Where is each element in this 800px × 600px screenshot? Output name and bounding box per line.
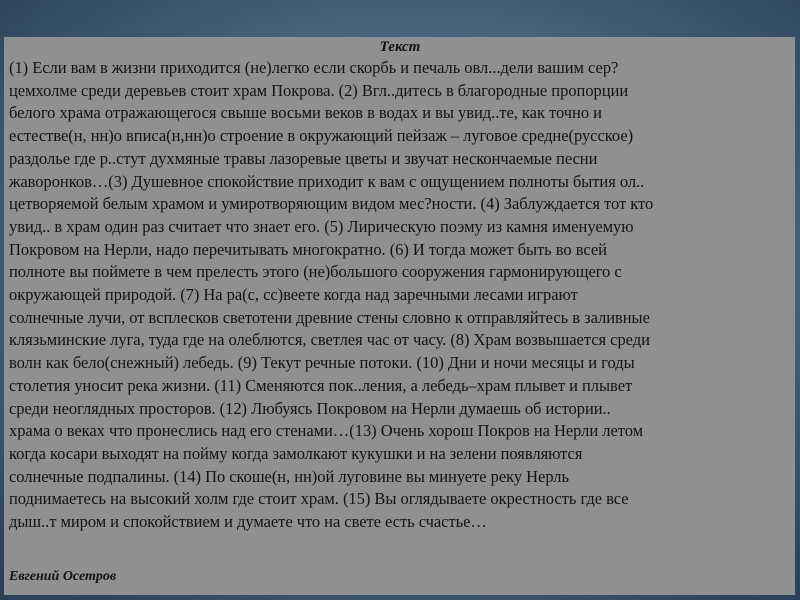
slide-title: Текст [379,39,421,55]
text-line: солнечные подпалины. (14) По скоше(н, нн)ой луговине вы минуете реку Нерль [9,466,569,486]
text-line: храма о веках что пронеслись над его стенами…(13) Очень хорош Покров на Нерли летом [9,421,644,441]
author-name: Евгений Осетров [9,569,117,584]
text-line: солнечные лучи, от всплесков светотени древние стены словно к отправляйтесь в заливные [9,307,650,327]
text-line: раздолье где р..стут духмяные травы лазоревые цветы и звучат нескончаемые песни [9,148,598,168]
text-line: когда косари выходят на пойму когда замолкают кукушки и на зелени появляются [9,443,583,463]
text-line: столетия уносит река жизни. (11) Сменяются пок..ления, а лебедь–храм плывет и плывет [9,375,633,395]
text-line: окружающей природой. (7) На ра(с, сс)веете когда над заречными лесами играют [9,285,578,305]
text-line: жаворонков…(3) Душевное спокойствие приходит к вам с ощущением полноты бытия ол.. [9,171,645,191]
text-line: цемхолме среди деревьев стоит храм Покрова. (2) Вгл..дитесь в благородные пропорции [9,80,629,100]
text-line: клязьминские луга, туда где на олеблются, светлея час от часу. (8) Храм возвышается среди [9,330,650,350]
text-line: волн как бело(снежный) лебедь. (9) Текут речные потоки. (10) Дни и ночи месяцы и годы [9,353,635,373]
text-line: белого храма отражающегося свыше восьми веков в водах и вы увид..те, как точно и [9,103,602,123]
text-line: цетворяемой белым храмом и умиротворяющим видом мес?ности. (4) Заблуждается тот кто [9,194,654,214]
text-line: среди неоглядных просторов. (12) Любуясь Покровом на Нерли думаешь об истории.. [9,398,611,418]
text-line: (1) Если вам в жизни приходится (не)легко если скорбь и печаль овл...дели вашим сер? [9,58,619,77]
text-line: увид.. в храм один раз считает что знает его. (5) Лирическую поэму из камня именуемую [9,216,634,236]
text-line: Покровом на Нерли, надо перечитывать многократно. (6) И тогда может быть во всей [9,239,607,259]
text-body [9,57,794,534]
text-line: естестве(н, нн)о вписа(н,нн)о строение в окружающий пейзаж – луговое средне(русское) [9,126,634,146]
text-line: полноте вы поймете в чем прелесть этого (не)большого сооружения гармонирующего с [9,262,622,282]
text-line: поднимаетесь на высокий холм где стоит храм. (15) Вы оглядываете окрестность где все [9,489,629,509]
text-line: дыш..т миром и спокойствием и думаете что на свете есть счастье… [9,512,487,532]
